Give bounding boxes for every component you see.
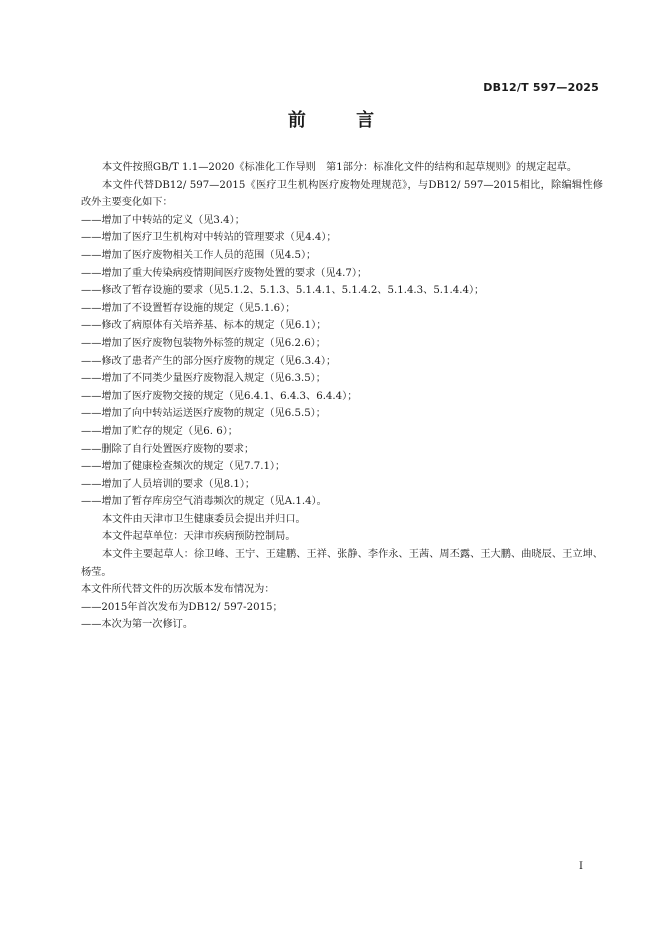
- list-item: ——本次为第一次修订。: [81, 619, 194, 631]
- drafting-basis-paragraph: 本文件按照GB/T 1.1—2020《标准化工作导则 第1部分：标准化文件的结构和起草规则》的规定起草。: [102, 162, 578, 173]
- list-item: ——增加了重大传染病疫情期间医疗废物处置的要求（见4.7）；: [81, 267, 368, 279]
- list-item: ——增加了人员培训的要求（见8.1）；: [81, 478, 256, 490]
- replacement-paragraph: 本文件代替DB12/ 597—2015《医疗卫生机构医疗废物处理规范》，与DB12/ 597—2015相比，除编辑性修改外主要变化如下：: [81, 179, 603, 209]
- list-item: ——2015年首次发布为DB12/ 597-2015；: [81, 601, 283, 613]
- list-item: ——增加了医疗废物包装物外标签的规定（见6.2.6）；: [81, 337, 326, 349]
- page-title: 前 言: [287, 110, 397, 131]
- drafters-paragraph: 本文件主要起草人：徐卫峰、王宁、王建鹏、王祥、张静、李作永、王茜、周丕露、王大鹏、曲晓辰、王立坤、杨莹。: [81, 549, 603, 578]
- list-item: ——修改了暂存设施的要求（见5.1.2、5.1.3、5.1.4.1、5.1.4.2、5.1.4.3、5.1.4.4）；: [81, 285, 485, 297]
- list-item: ——增加了医疗废物相关工作人员的范围（见4.5）；: [81, 249, 317, 261]
- list-item: ——增加了贮存的规定（见6. 6）；: [81, 425, 238, 437]
- history-intro-paragraph: 本文件所代替文件的历次版本发布情况为：: [81, 584, 275, 596]
- list-item: ——增加了向中转站运送医疗废物的规定（见6.5.5）；: [81, 408, 326, 420]
- list-item: ——增加了中转站的定义（见3.4）；: [81, 214, 245, 226]
- list-item: ——增加了医疗废物交接的规定（见6.4.1、6.4.3、6.4.4）；: [81, 390, 358, 402]
- list-item: ——增加了健康检查频次的规定（见7.7.1）；: [81, 461, 286, 473]
- list-item: ——删除了自行处置医疗废物的要求；: [81, 443, 255, 455]
- list-item: ——修改了患者产生的部分医疗废物的规定（见6.3.4）；: [81, 355, 337, 367]
- proposer-paragraph: 本文件由天津市卫生健康委员会提出并归口。: [102, 513, 306, 525]
- list-item: ——增加了不设置暂存设施的规定（见5.1.6）；: [81, 302, 296, 314]
- document-code: DB12/T 597—2025: [483, 81, 599, 94]
- foreword-body: [81, 159, 603, 634]
- drafting-unit-paragraph: 本文件起草单位：天津市疾病预防控制局。: [102, 531, 296, 543]
- list-item: ——增加了不同类少量医疗废物混入规定（见6.3.5）；: [81, 373, 326, 385]
- list-item: ——增加了暂存库房空气消毒频次的规定（见A.1.4）。: [81, 496, 327, 508]
- list-item: ——增加了医疗卫生机构对中转站的管理要求（见4.4）；: [81, 232, 337, 244]
- changes-list: [81, 212, 603, 511]
- list-item: ——修改了病原体有关培养基、标本的规定（见6.1）；: [81, 320, 327, 332]
- page-number: I: [579, 861, 583, 872]
- history-list: [81, 599, 603, 634]
